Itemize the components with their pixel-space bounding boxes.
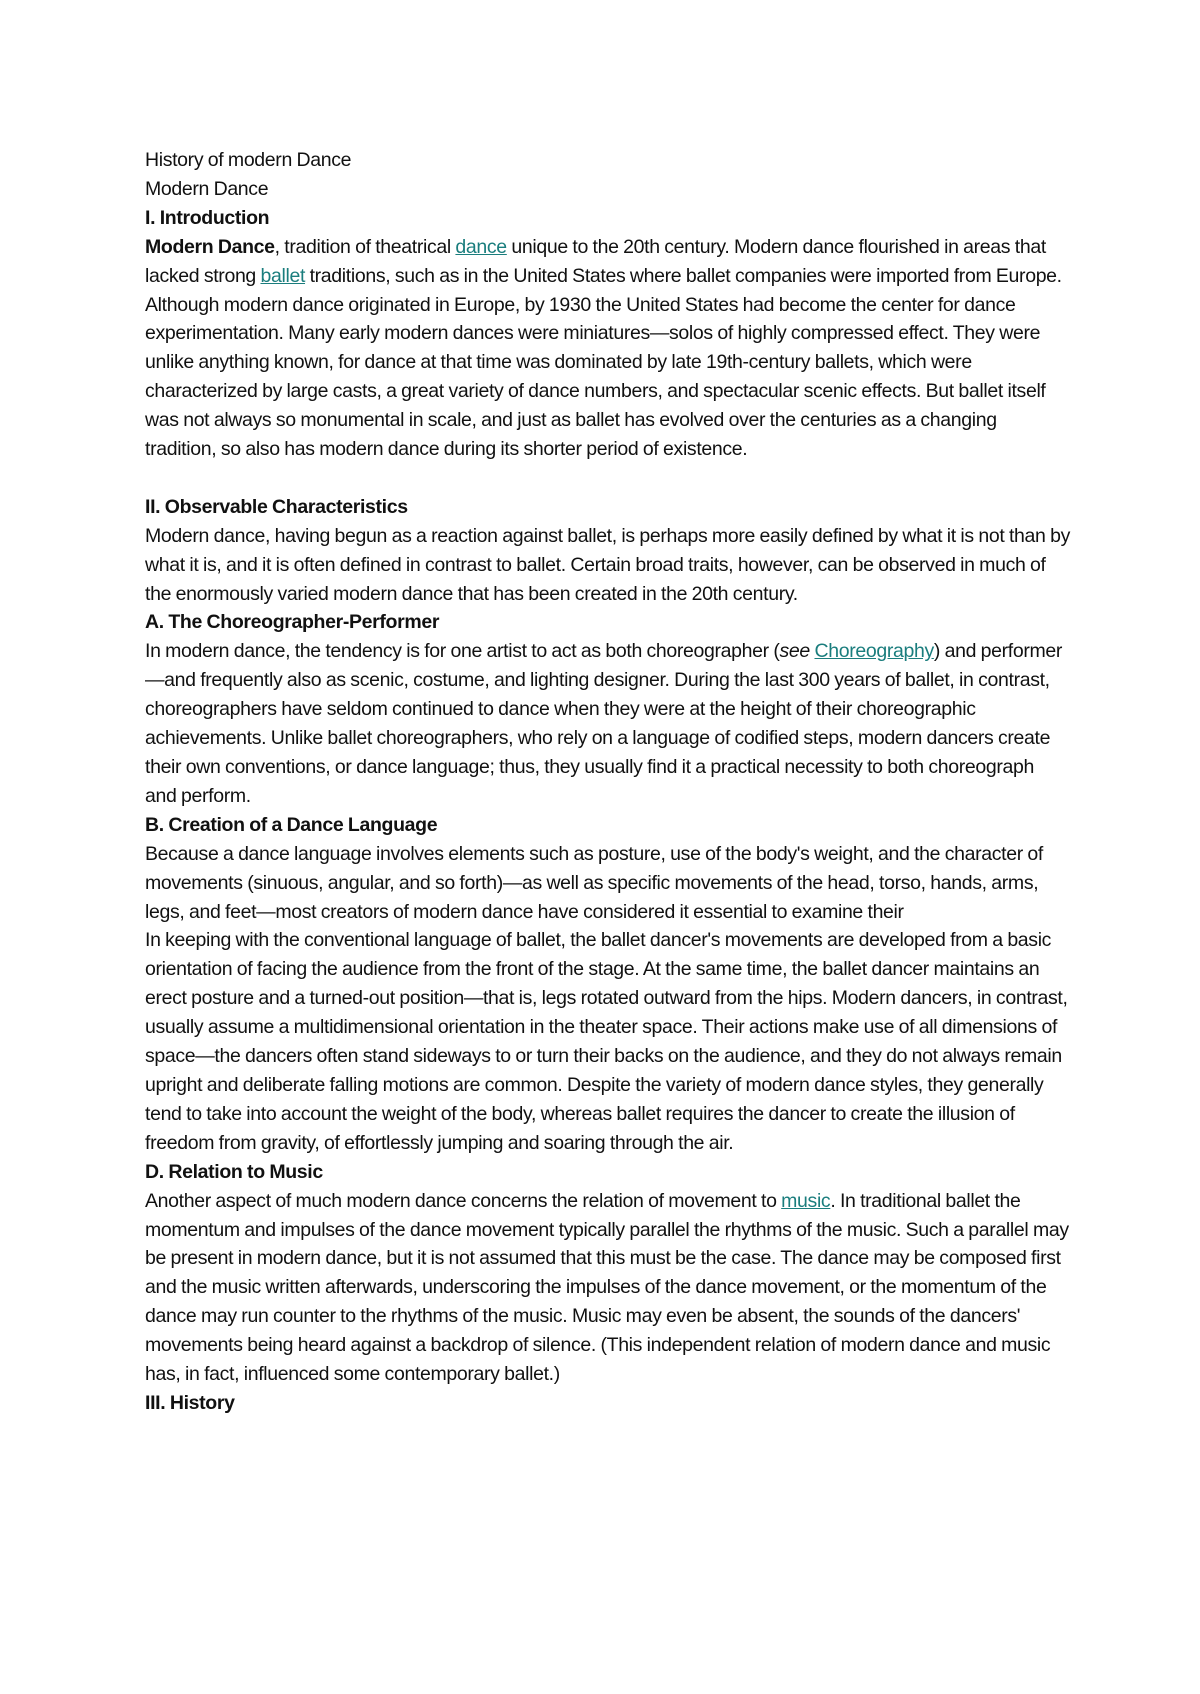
choreographer-performer-paragraph: [145, 637, 1070, 810]
subsection-heading-relation-to-music: D. Relation to Music: [145, 1160, 323, 1183]
intro-text-1: , tradition of theatrical: [274, 235, 456, 258]
music-link[interactable]: music: [781, 1189, 831, 1212]
choreographer-text-1: In modern dance, the tendency is for one artist to act as both choreographer (: [145, 640, 780, 663]
paragraph-spacer: [145, 464, 1070, 493]
observable-characteristics-paragraph: Modern dance, having begun as a reaction against ballet, is perhaps more easily defined by what it is not than by what it is, and it is often defined in contrast to ballet. Certain broad traits, however, can be observed in much of the enormously varied modern dance that has been created in the 20th century.: [145, 524, 1070, 605]
intro-text-2: unique to the 20th century. Modern dance flourished in areas that lacked strong: [145, 235, 1046, 287]
document-title: History of modern Dance: [145, 149, 352, 171]
choreography-link[interactable]: Choreography: [814, 640, 934, 663]
section-heading-observable-characteristics: II. Observable Characteristics: [145, 495, 408, 518]
see-reference: see: [779, 640, 810, 663]
introduction-paragraph: [145, 233, 1070, 464]
section-heading-history: III. History: [145, 1391, 235, 1414]
intro-text-3: traditions, such as in the United States where ballet companies were imported from Europe. Although modern dance originated in Europe, by 1930 the United States had become the center for dance experimentation. Many early modern dances were miniatures—solos of highly compressed effect. They were unlike anything known, for dance at that time was dominated by late 19th-century ballets, which were characterized by large casts, a great variety of dance numbers, and spectacular scenic effects. But ballet itself was not always so monumental in scale, and just as ballet has evolved over the centuries as a changing tradition, so also has modern dance during its shorter period of existence.: [145, 264, 1062, 461]
music-text-2: . In traditional ballet the momentum and impulses of the dance movement typically parallel the rhythms of the music. Such a parallel may be present in modern dance, but it is not assumed that this must be the case. The dance may be composed first and the music written afterwards, underscoring the impulses of the dance movement, or the momentum of the dance may run counter to the rhythms of the music. Music may even be absent, the sounds of the dancers' movements being heard against a backdrop of silence. (This independent relation of modern dance and music has, in fact, influenced some contemporary ballet.): [145, 1189, 1069, 1386]
subsection-heading-choreographer-performer: A. The Choreographer-Performer: [145, 611, 440, 634]
dance-language-paragraph-1: Because a dance language involves elements such as posture, use of the body's weight, and the character of movements (sinuous, angular, and so forth)—as well as specific movements of the head, torso, hands, arms, legs, and feet—most creators of modern dance have considered it essential to examine their: [145, 842, 1043, 923]
subsection-heading-dance-language: B. Creation of a Dance Language: [145, 813, 438, 836]
dance-link[interactable]: dance: [455, 235, 507, 258]
document-page: [145, 146, 1070, 1418]
ballet-link[interactable]: ballet: [260, 264, 306, 287]
section-heading-introduction: I. Introduction: [145, 206, 270, 229]
dance-language-paragraph-2: In keeping with the conventional language of ballet, the ballet dancer's movements are developed from a basic orientation of facing the audience from the front of the stage. At the same time, the ballet dancer maintains an erect posture and a turned-out position—that is, legs rotated outward from the hips. Modern dancers, in contrast, usually assume a multidimensional orientation in the theater space. Their actions make use of all dimensions of space—the dancers often stand sideways to or turn their backs on the audience, and they do not always remain upright and deliberate falling motions are common. Despite the variety of modern dance styles, they generally tend to take into account the weight of the body, whereas ballet requires the dancer to create the illusion of freedom from gravity, of effortlessly jumping and soaring through the air.: [145, 929, 1068, 1154]
choreographer-text-2: ) and performer—and frequently also as scenic, costume, and lighting designer. During the last 300 years of ballet, in contrast, choreographers have seldom continued to dance when they were at the height of their choreographic achievements. Unlike ballet choreographers, who rely on a language of codified steps, modern dancers create their own conventions, or dance language; thus, they usually find it a practical necessity to both choreograph and perform.: [145, 640, 1063, 807]
music-text-1: Another aspect of much modern dance concerns the relation of movement to: [145, 1189, 782, 1212]
lead-term: Modern Dance: [145, 235, 275, 258]
relation-to-music-paragraph: [145, 1187, 1070, 1389]
document-subtitle: Modern Dance: [145, 177, 269, 200]
